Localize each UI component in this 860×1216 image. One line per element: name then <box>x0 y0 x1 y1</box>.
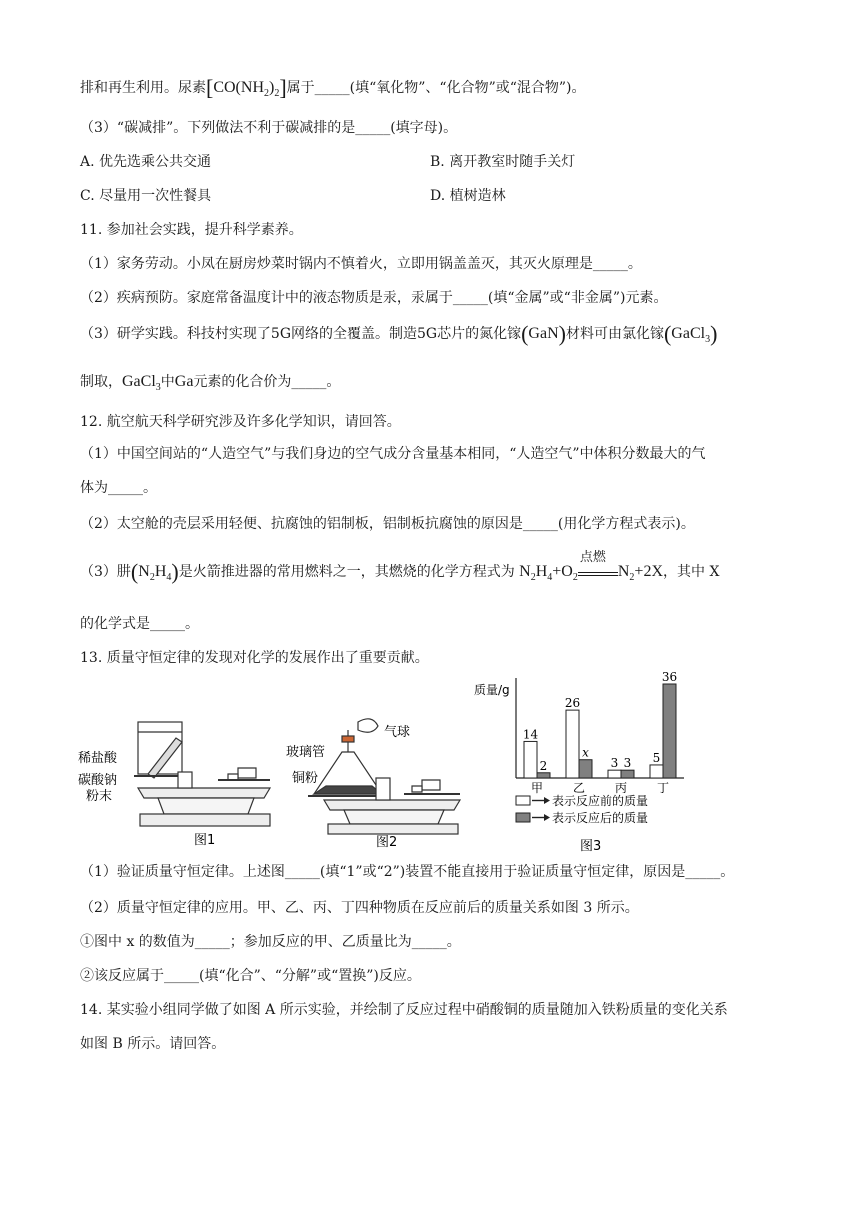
bar-before-0 <box>524 741 537 778</box>
gacl3-formula: GaCl$_3$ <box>671 325 711 346</box>
q11-2: （2）疾病预防。家庭常备温度计中的液态物质是汞，汞属于_____(填“金属”或“非金属”)元素。 <box>80 290 668 306</box>
figure-2-balance <box>284 716 484 848</box>
bar-before-1 <box>566 710 579 778</box>
equation: $N_2H_4+O_2$ <box>519 563 578 584</box>
bar-label-after-3: 36 <box>661 672 678 684</box>
figure-1-balance <box>78 718 278 848</box>
reaction-arrow: 点燃 <box>578 562 618 582</box>
legend-label-1: 表示反应后的质量 <box>552 811 649 825</box>
q13-2a: ①图中 x 的数值为_____；参加反应的甲、乙质量比为_____。 <box>80 934 461 950</box>
urea-formula: $CO(NH_2)_2$ <box>213 79 280 100</box>
legend-arrowhead-0 <box>544 797 550 804</box>
bar-label-before-3: 5 <box>652 750 661 765</box>
bar-before-3 <box>650 765 663 778</box>
q11-3: （3）研学实践。科技村实现了5G网络的全覆盖。制造5G芯片的氮化镓(GaN)材料可由氯化镓(GaCl$_3$) <box>80 321 718 346</box>
category-label-3: 丁 <box>656 781 670 795</box>
chart-ylabel: 质量/g <box>474 683 510 697</box>
option-d: D. 植树造林 <box>430 188 506 204</box>
label-cu: 铜粉 <box>292 771 319 786</box>
q12-3: （3）肼$(N_2H_4)$是火箭推进器的常用燃料之一，其燃烧的化学方程式为 $N_2H_4+O_2$ 点燃 $N_2+2X$，其中 X <box>80 550 720 584</box>
caption-fig1: 图1 <box>194 833 216 848</box>
q14-b: 如图 B 所示。请回答。 <box>80 1036 226 1052</box>
q12-3-cont: 的化学式是_____。 <box>80 616 199 632</box>
label-acid: 稀盐酸 <box>78 751 118 766</box>
bar-label-before-2: 3 <box>610 756 619 771</box>
bar-after-1 <box>579 760 592 778</box>
q12-1b: 体为_____。 <box>80 480 157 496</box>
category-label-1: 乙 <box>572 781 586 795</box>
q12-2: （2）太空舱的壳层采用轻便、抗腐蚀的铝制板，铝制板抗腐蚀的原因是_____(用化学方程式表示)。 <box>80 516 695 532</box>
q11-3-cont: 制取，GaCl$_3$中Ga元素的化合价为_____。 <box>80 373 341 394</box>
q11-1: （1）家务劳动。小凤在厨房炒菜时锅内不慎着火，立即用锅盖盖灭，其灭火原理是_____。 <box>80 256 642 272</box>
q13-1: （1）验证质量守恒定律。上述图_____(填“1”或“2”)装置不能直接用于验证质量守恒定律，原因是_____。 <box>80 864 735 880</box>
category-label-2: 丙 <box>614 781 628 795</box>
caption-fig2: 图2 <box>376 835 398 848</box>
caption-fig3: 图3 <box>580 839 602 854</box>
option-a: A. 优先选乘公共交通 <box>80 154 212 170</box>
bar-label-after-0: 2 <box>539 758 548 773</box>
category-label-0: 甲 <box>530 781 544 795</box>
q11-title: 11. 参加社会实践，提升科学素养。 <box>80 222 303 238</box>
option-b: B. 离开教室时随手关灯 <box>430 154 576 170</box>
option-c: C. 尽量用一次性餐具 <box>80 188 212 204</box>
q12-title: 12. 航空航天科学研究涉及许多化学知识，请回答。 <box>80 414 401 430</box>
bar-after-0 <box>537 773 550 778</box>
legend-swatch-1 <box>516 813 530 822</box>
label-salt2: 粉末 <box>86 789 113 804</box>
q13-title: 13. 质量守恒定律的发现对化学的发展作出了重要贡献。 <box>80 650 429 666</box>
bar-label-after-1: x <box>582 745 589 760</box>
bar-after-2 <box>621 770 634 778</box>
bar-label-before-1: 26 <box>564 696 581 711</box>
label-balloon: 气球 <box>384 725 411 740</box>
q13-2: （2）质量守恒定律的应用。甲、乙、丙、丁四种物质在反应前后的质量关系如图 3 所示。 <box>80 900 639 916</box>
q14-a: 14. 某实验小组同学做了如图 A 所示实验，并绘制了反应过程中硝酸铜的质量随加入铁粉质量的变化关系 <box>80 1002 728 1018</box>
bar-label-before-0: 14 <box>522 727 539 742</box>
bar-before-2 <box>608 770 621 778</box>
label-tube: 玻璃管 <box>286 745 326 760</box>
q10-2-tail: 排和再生利用。尿素$[CO(NH_2)_2]$属于_____(填“氧化物”、“化合物”或“混合物”)。 <box>80 75 586 100</box>
figure-3-chart <box>470 672 700 856</box>
q10-3: （3）“碳减排”。下列做法不利于碳减排的是_____(填字母)。 <box>80 120 458 136</box>
bar-label-after-2: 3 <box>623 756 632 771</box>
q13-2b: ②该反应属于_____(填“化合”、“分解”或“置换”)反应。 <box>80 968 421 984</box>
q12-1a: （1）中国空间站的“人造空气”与我们身边的空气成分含量基本相同，“人造空气”中体积分数最大的气 <box>80 446 706 462</box>
label-salt1: 碳酸钠 <box>78 773 118 788</box>
legend-arrowhead-1 <box>544 814 550 821</box>
legend-swatch-0 <box>516 796 530 805</box>
legend-label-0: 表示反应前的质量 <box>552 794 649 808</box>
bar-after-3 <box>663 684 676 778</box>
gan-formula: GaN <box>528 325 559 342</box>
